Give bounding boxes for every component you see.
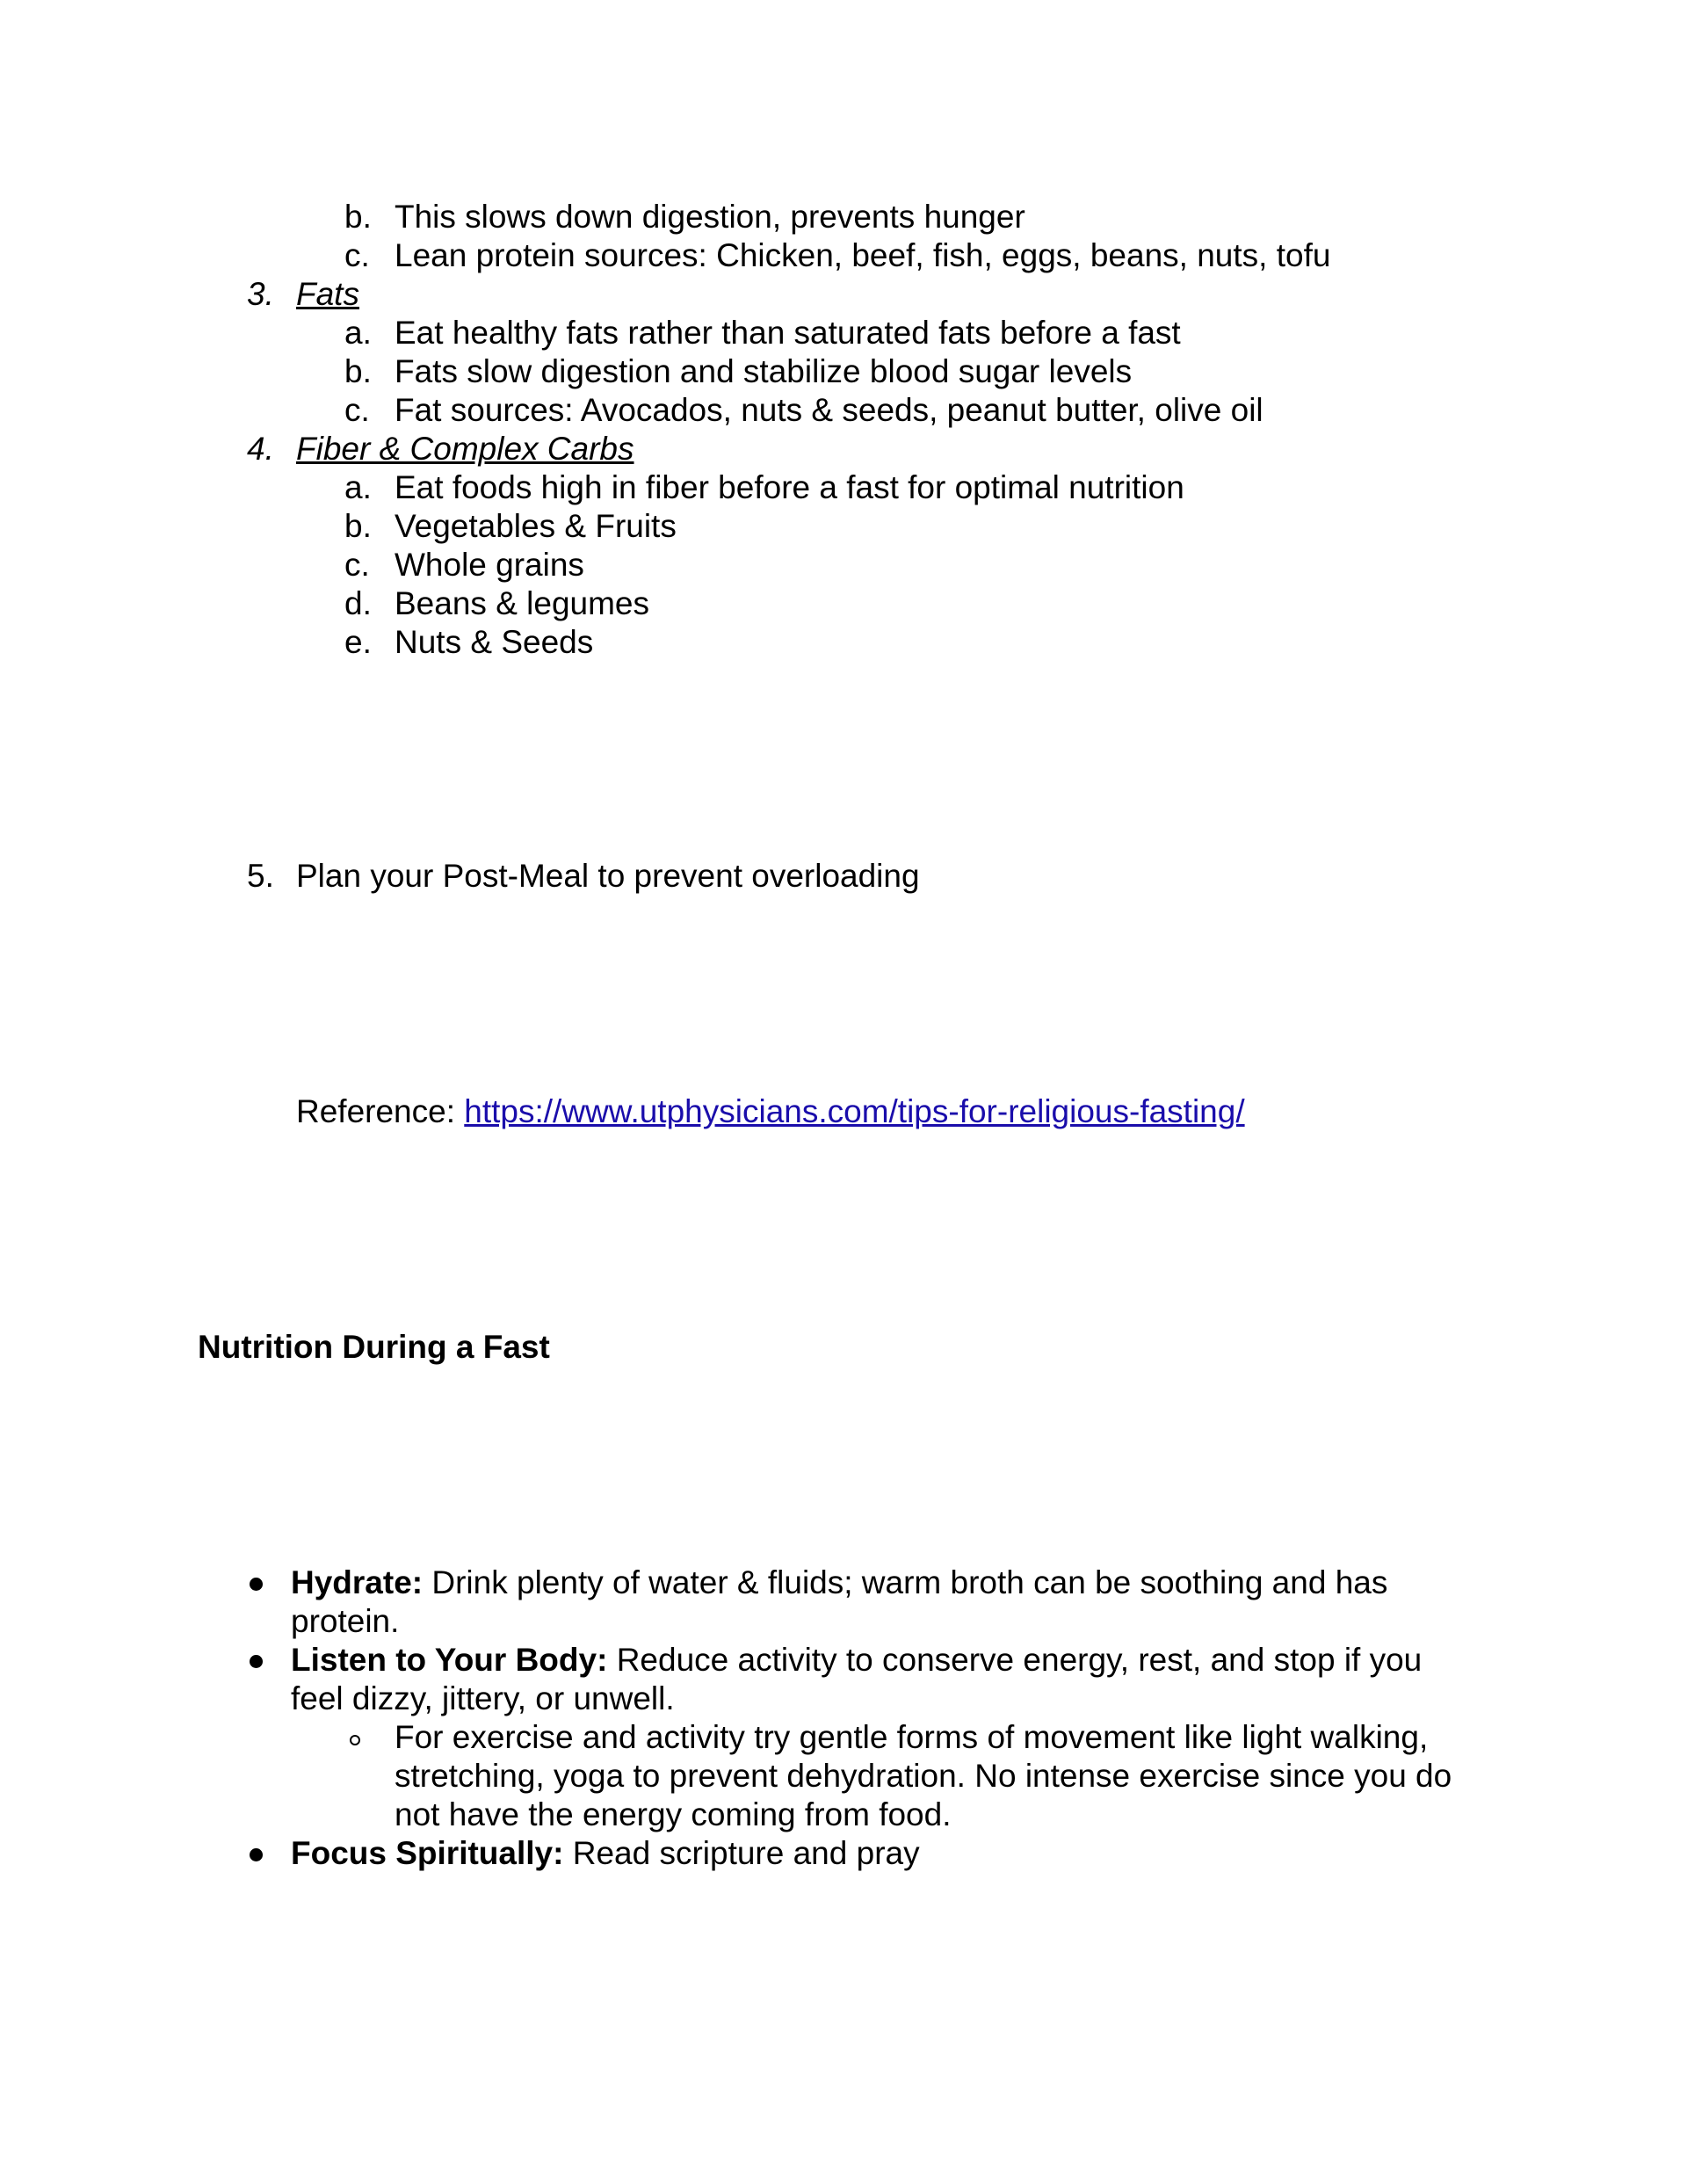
bullet-ring-icon — [350, 1735, 360, 1745]
list-marker-e: e. — [344, 624, 372, 660]
fiber-item-beans: Beans & legumes — [395, 585, 650, 621]
list-marker-d: d. — [344, 585, 372, 621]
focus-text: Read scripture and pray — [563, 1835, 920, 1871]
fiber-item-vegetables: Vegetables & Fruits — [395, 508, 677, 544]
list-marker-b: b. — [344, 508, 372, 544]
fats-item-slow-digestion: Fats slow digestion and stabilize blood sugar levels — [395, 353, 1133, 389]
fiber-heading: Fiber & Complex Carbs — [296, 431, 634, 467]
fiber-item-high-fiber: Eat foods high in fiber before a fast for optimal nutrition — [395, 469, 1184, 505]
bullet-dot-icon — [250, 1848, 263, 1861]
list-marker-b: b. — [344, 353, 372, 389]
fats-heading: Fats — [296, 276, 359, 312]
list-marker-c: c. — [344, 547, 370, 583]
list-marker-c: c. — [344, 237, 370, 273]
reference-link[interactable]: https://www.utphysicians.com/tips-for-religious-fasting/ — [464, 1093, 1245, 1129]
list-number-4: 4. — [247, 431, 274, 467]
protein-item-sources: Lean protein sources: Chicken, beef, fish, eggs, beans, nuts, tofu — [395, 237, 1331, 273]
protein-item-digestion: This slows down digestion, prevents hunger — [395, 199, 1025, 235]
bullet-dot-icon — [250, 1655, 263, 1668]
fiber-item-nuts: Nuts & Seeds — [395, 624, 594, 660]
fats-item-sources: Fat sources: Avocados, nuts & seeds, peanut butter, olive oil — [395, 392, 1263, 428]
page-section-heading: Nutrition During a Fast — [198, 1329, 550, 1365]
hydrate-label: Hydrate: — [291, 1564, 424, 1600]
fats-item-healthy: Eat healthy fats rather than saturated fats before a fast — [395, 315, 1181, 351]
focus-label: Focus Spiritually: — [291, 1835, 564, 1871]
list-marker-a: a. — [344, 469, 372, 505]
bullet-hydrate — [291, 1564, 1477, 1641]
post-meal-item: Plan your Post-Meal to prevent overloading — [296, 858, 920, 894]
bullet-listen — [291, 1641, 1477, 1718]
reference-label: Reference: — [296, 1093, 465, 1129]
listen-label: Listen to Your Body: — [291, 1642, 608, 1678]
bullet-focus — [291, 1834, 1477, 1873]
listen-text: Reduce activity to conserve energy, rest, and stop if you feel dizzy, jittery, or unwell. — [291, 1642, 1423, 1716]
listen-sub-item: For exercise and activity try gentle forms of movement like light walking, stretching, yoga to prevent dehydration. No intense exercise since you do not have the energy coming from food. — [395, 1719, 1452, 1832]
list-marker-a: a. — [344, 315, 372, 351]
list-marker-c: c. — [344, 392, 370, 428]
fiber-item-grains: Whole grains — [395, 547, 584, 583]
list-number-3: 3. — [247, 276, 274, 312]
bullet-dot-icon — [250, 1578, 263, 1591]
hydrate-text: Drink plenty of water & fluids; warm broth can be soothing and has protein. — [291, 1564, 1388, 1639]
reference-line — [296, 1092, 1245, 1131]
list-number-5: 5. — [247, 858, 274, 894]
list-marker-b: b. — [344, 199, 372, 235]
